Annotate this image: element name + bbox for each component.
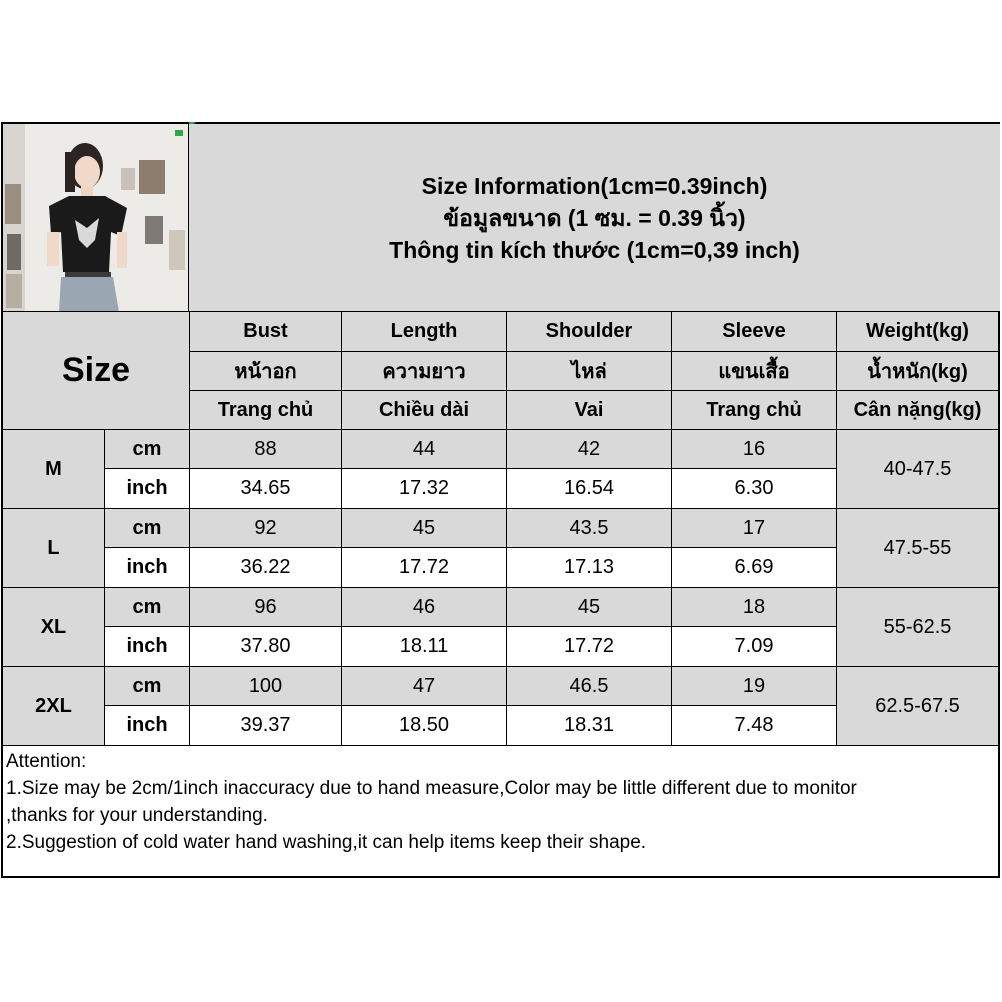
col-length-vi: Chiều dài (341, 390, 507, 430)
l-sleeve-inch: 6.69 (671, 547, 837, 588)
unit-inch: inch (104, 468, 190, 509)
2xl-weight: 62.5-67.5 (836, 666, 999, 746)
notes-line-2: ,thanks for your understanding. (6, 805, 268, 826)
size-label-2xl: 2XL (2, 666, 105, 746)
title-english: Size Information(1cm=0.39inch) (421, 172, 768, 199)
col-length-en: Length (341, 311, 507, 352)
size-header: Size (2, 311, 190, 430)
m-bust-cm: 88 (189, 429, 342, 469)
col-sleeve-vi: Trang chủ (671, 390, 837, 430)
l-shoulder-inch: 17.13 (506, 547, 672, 588)
col-length-th: ความยาว (341, 351, 507, 391)
2xl-sleeve-inch: 7.48 (671, 705, 837, 746)
2xl-shoulder-cm: 46.5 (506, 666, 672, 706)
notes-heading: Attention: (6, 751, 87, 772)
2xl-bust-cm: 100 (189, 666, 342, 706)
m-length-cm: 44 (341, 429, 507, 469)
unit-cm: cm (104, 508, 190, 548)
size-label-m: M (2, 429, 105, 509)
col-shoulder-th: ไหล่ (506, 351, 672, 391)
model-illustration (3, 124, 189, 312)
title-vietnamese: Thông tin kích thước (1cm=0,39 inch) (389, 236, 800, 263)
l-shoulder-cm: 43.5 (506, 508, 672, 548)
size-label-l: L (2, 508, 105, 588)
col-bust-vi: Trang chủ (189, 390, 342, 430)
m-length-inch: 17.32 (341, 468, 507, 509)
m-bust-inch: 34.65 (189, 468, 342, 509)
col-shoulder-en: Shoulder (506, 311, 672, 352)
2xl-bust-inch: 39.37 (189, 705, 342, 746)
col-weight-en: Weight(kg) (836, 311, 999, 352)
m-shoulder-inch: 16.54 (506, 468, 672, 509)
notes-line-1: 1.Size may be 2cm/1inch inaccuracy due to hand measure,Color may be little different due to monitor (6, 778, 857, 799)
col-bust-th: หน้าอก (189, 351, 342, 391)
xl-shoulder-cm: 45 (506, 587, 672, 627)
xl-sleeve-inch: 7.09 (671, 626, 837, 667)
m-sleeve-inch: 6.30 (671, 468, 837, 509)
2xl-length-cm: 47 (341, 666, 507, 706)
title-block (189, 124, 1000, 312)
2xl-shoulder-inch: 18.31 (506, 705, 672, 746)
m-weight: 40-47.5 (836, 429, 999, 509)
product-photo (3, 124, 189, 312)
l-weight: 47.5-55 (836, 508, 999, 588)
l-bust-cm: 92 (189, 508, 342, 548)
title-thai: ข้อมูลขนาด (1 ซม. = 0.39 นิ้ว) (443, 204, 746, 231)
col-sleeve-en: Sleeve (671, 311, 837, 352)
m-sleeve-cm: 16 (671, 429, 837, 469)
unit-inch: inch (104, 626, 190, 667)
xl-bust-cm: 96 (189, 587, 342, 627)
unit-cm: cm (104, 666, 190, 706)
unit-cm: cm (104, 429, 190, 469)
l-length-cm: 45 (341, 508, 507, 548)
xl-sleeve-cm: 18 (671, 587, 837, 627)
col-bust-en: Bust (189, 311, 342, 352)
unit-inch: inch (104, 547, 190, 588)
xl-shoulder-inch: 17.72 (506, 626, 672, 667)
xl-length-inch: 18.11 (341, 626, 507, 667)
notes-line-3: 2.Suggestion of cold water hand washing,it can help items keep their shape. (6, 832, 647, 853)
2xl-sleeve-cm: 19 (671, 666, 837, 706)
attention-notes (3, 746, 998, 876)
size-label-xl: XL (2, 587, 105, 667)
l-sleeve-cm: 17 (671, 508, 837, 548)
xl-bust-inch: 37.80 (189, 626, 342, 667)
2xl-length-inch: 18.50 (341, 705, 507, 746)
xl-length-cm: 46 (341, 587, 507, 627)
col-shoulder-vi: Vai (506, 390, 672, 430)
l-length-inch: 17.72 (341, 547, 507, 588)
unit-inch: inch (104, 705, 190, 746)
col-sleeve-th: แขนเสื้อ (671, 351, 837, 391)
col-weight-vi: Cân nặng(kg) (836, 390, 999, 430)
l-bust-inch: 36.22 (189, 547, 342, 588)
col-weight-th: น้ำหนัก(kg) (836, 351, 999, 391)
unit-cm: cm (104, 587, 190, 627)
xl-weight: 55-62.5 (836, 587, 999, 667)
size-chart (1, 122, 1000, 878)
m-shoulder-cm: 42 (506, 429, 672, 469)
